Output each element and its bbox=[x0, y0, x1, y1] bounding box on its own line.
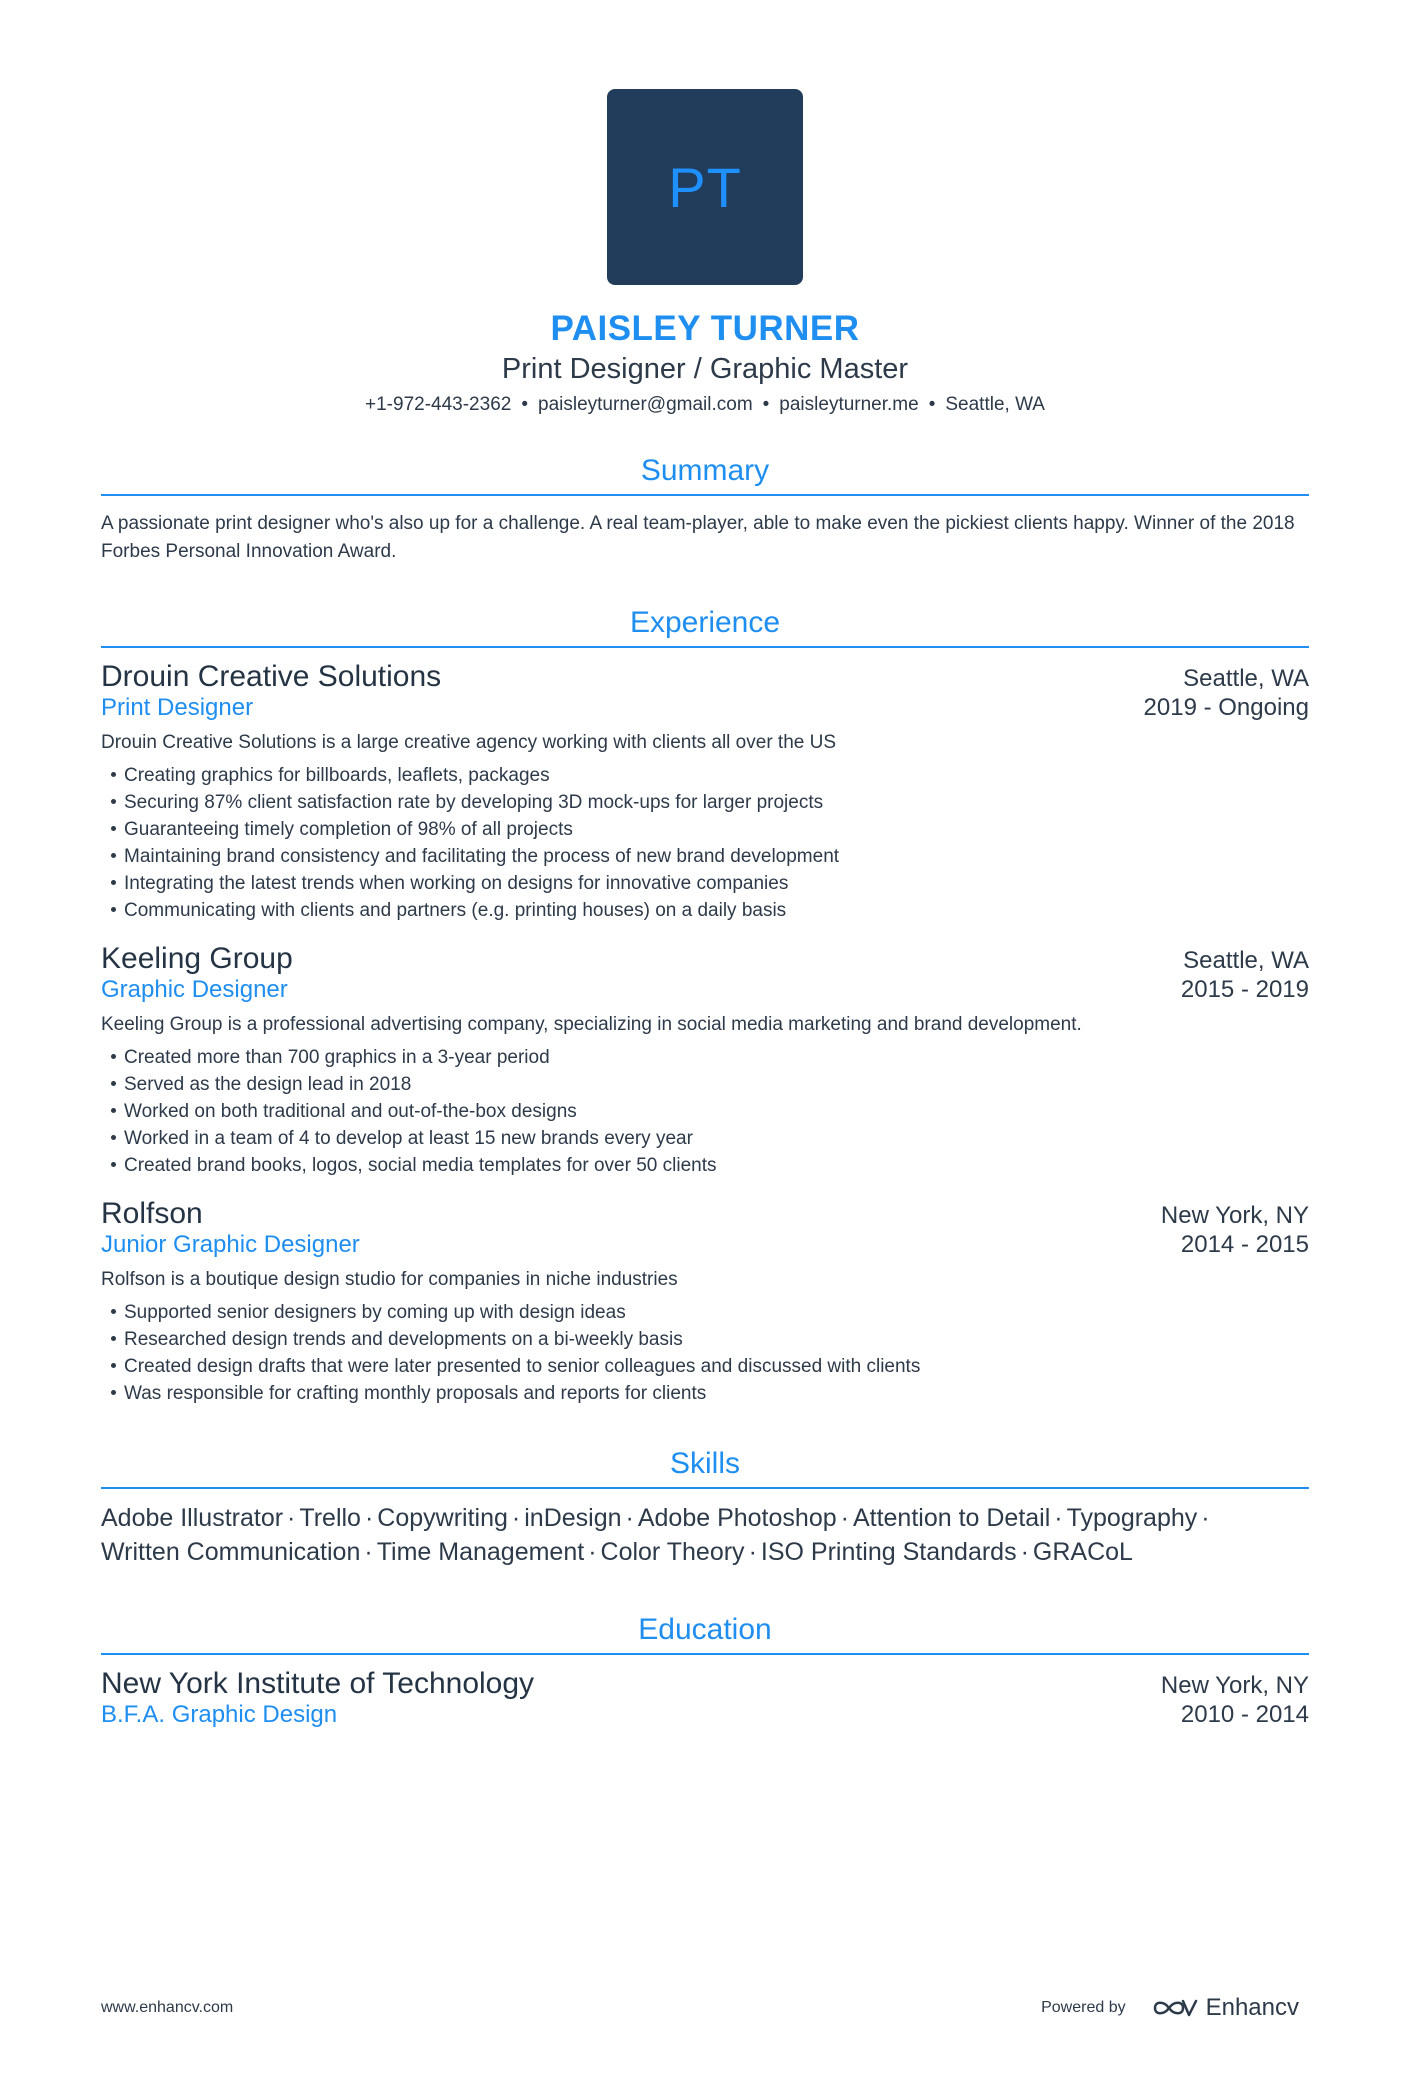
job-entry bbox=[101, 1197, 1309, 1407]
skill-tag: Adobe Photoshop bbox=[637, 1504, 837, 1532]
candidate-headline: Print Designer / Graphic Master bbox=[501, 353, 909, 385]
skill-tag: Typography bbox=[1066, 1504, 1198, 1532]
skill-tag: inDesign bbox=[524, 1504, 622, 1532]
separator-dot: • bbox=[521, 394, 528, 415]
list-item: Created design drafts that were later presented to senior colleagues and discussed with clients bbox=[111, 1353, 1309, 1380]
job-role: Junior Graphic Designer bbox=[101, 1231, 360, 1258]
powered-by bbox=[1041, 1994, 1309, 2022]
list-item: Securing 87% client satisfaction rate by developing 3D mock-ups for larger projects bbox=[111, 789, 1309, 816]
list-item: Creating graphics for billboards, leaflets, packages bbox=[111, 762, 1309, 789]
job-dates: 2014 - 2015 bbox=[1180, 1231, 1309, 1258]
location: Seattle, WA bbox=[945, 394, 1045, 415]
job-entry bbox=[101, 942, 1309, 1179]
list-item: Maintaining brand consistency and facilitating the process of new brand development bbox=[111, 843, 1309, 870]
separator-dot: • bbox=[928, 394, 936, 415]
job-location: Seattle, WA bbox=[1183, 665, 1309, 692]
degree: B.F.A. Graphic Design bbox=[101, 1701, 338, 1728]
section-title-skills: Skills bbox=[101, 1447, 1309, 1489]
avatar-initials: PT bbox=[668, 155, 742, 219]
job-location: New York, NY bbox=[1160, 1202, 1309, 1229]
list-item: Integrating the latest trends when working on designs for innovative companies bbox=[111, 870, 1309, 897]
company-name: Keeling Group bbox=[101, 942, 293, 975]
email[interactable]: paisleyturner@gmail.com bbox=[538, 394, 753, 415]
skill-tag: Adobe Illustrator bbox=[101, 1504, 284, 1532]
job-dates: 2015 - 2019 bbox=[1180, 976, 1309, 1003]
list-item: Researched design trends and developments on a bi-weekly basis bbox=[111, 1326, 1309, 1353]
separator-dot: • bbox=[762, 394, 770, 415]
skill-tag: GRACoL bbox=[1032, 1538, 1133, 1566]
phone[interactable]: +1-972-443-2362 bbox=[365, 394, 512, 415]
skill-tag: ISO Printing Standards bbox=[760, 1538, 1017, 1566]
job-role: Print Designer bbox=[101, 694, 254, 721]
list-item: Worked in a team of 4 to develop at least 15 new brands every year bbox=[111, 1125, 1309, 1152]
list-item: Created brand books, logos, social media templates for over 50 clients bbox=[111, 1152, 1309, 1179]
company-name: Rolfson bbox=[101, 1197, 203, 1230]
section-title-summary: Summary bbox=[101, 454, 1309, 496]
job-location: Seattle, WA bbox=[1183, 947, 1309, 974]
section-title-education: Education bbox=[101, 1613, 1309, 1655]
school-name: New York Institute of Technology bbox=[101, 1667, 535, 1700]
job-description: Rolfson is a boutique design studio for companies in niche industries bbox=[101, 1269, 678, 1290]
website[interactable]: paisleyturner.me bbox=[779, 394, 919, 415]
enhancv-brand-name: Enhancv bbox=[1205, 1994, 1299, 2021]
list-item: Served as the design lead in 2018 bbox=[111, 1071, 1309, 1098]
contact-info bbox=[101, 394, 1309, 416]
skill-tag: Time Management bbox=[376, 1538, 585, 1566]
skill-tag: Color Theory bbox=[600, 1538, 745, 1566]
job-bullets bbox=[101, 1299, 1309, 1407]
skills-list bbox=[101, 1501, 1309, 1569]
list-item: Created more than 700 graphics in a 3-year period bbox=[111, 1044, 1309, 1071]
job-bullets bbox=[101, 1044, 1309, 1179]
footer-website-link[interactable]: www.enhancv.com bbox=[101, 1999, 234, 2016]
education-dates: 2010 - 2014 bbox=[1180, 1701, 1309, 1728]
section-title-experience: Experience bbox=[101, 606, 1309, 648]
skills-line: Adobe Illustrator · Trello · Copywriting · inDesign · Adobe Photoshop · Attention to Detail · Typography · bbox=[101, 1504, 1210, 1532]
job-description: Keeling Group is a professional advertising company, specializing in social media marketing and brand development. bbox=[101, 1014, 1082, 1035]
summary-text: A passionate print designer who's also up for a challenge. A real team-player, able to make even the pickiest clients happy. Winner of the 2018 Forbes Personal Innovation Award. bbox=[101, 513, 1295, 562]
skills-line: Written Communication · Time Management · Color Theory · ISO Printing Standards · GRACoL bbox=[101, 1538, 1133, 1566]
skill-tag: Written Communication bbox=[101, 1538, 361, 1566]
list-item: Supported senior designers by coming up with design ideas bbox=[111, 1299, 1309, 1326]
job-description: Drouin Creative Solutions is a large creative agency working with clients all over the US bbox=[101, 732, 837, 753]
job-role: Graphic Designer bbox=[101, 976, 288, 1003]
candidate-name: PAISLEY TURNER bbox=[550, 309, 860, 348]
company-name: Drouin Creative Solutions bbox=[101, 660, 442, 693]
avatar bbox=[607, 89, 803, 285]
school-location: New York, NY bbox=[1160, 1672, 1309, 1699]
skill-tag: Copywriting bbox=[377, 1504, 508, 1532]
education-entry bbox=[101, 1667, 1309, 1729]
footer bbox=[101, 1994, 1309, 2022]
list-item: Worked on both traditional and out-of-the-box designs bbox=[111, 1098, 1309, 1125]
skill-tag: Trello bbox=[299, 1504, 361, 1532]
resume-page bbox=[0, 89, 1410, 2084]
enhancv-logo-icon bbox=[1152, 1997, 1198, 2019]
job-bullets bbox=[101, 762, 1309, 924]
list-item: Communicating with clients and partners (e.g. printing houses) on a daily basis bbox=[111, 897, 1309, 924]
enhancv-logo[interactable] bbox=[1152, 1994, 1299, 2022]
skill-tag: Attention to Detail bbox=[852, 1504, 1051, 1532]
powered-by-label: Powered by bbox=[1041, 1999, 1126, 2016]
job-entry bbox=[101, 660, 1309, 924]
job-dates: 2019 - Ongoing bbox=[1143, 694, 1309, 721]
list-item: Was responsible for crafting monthly proposals and reports for clients bbox=[111, 1380, 1309, 1407]
list-item: Guaranteeing timely completion of 98% of all projects bbox=[111, 816, 1309, 843]
